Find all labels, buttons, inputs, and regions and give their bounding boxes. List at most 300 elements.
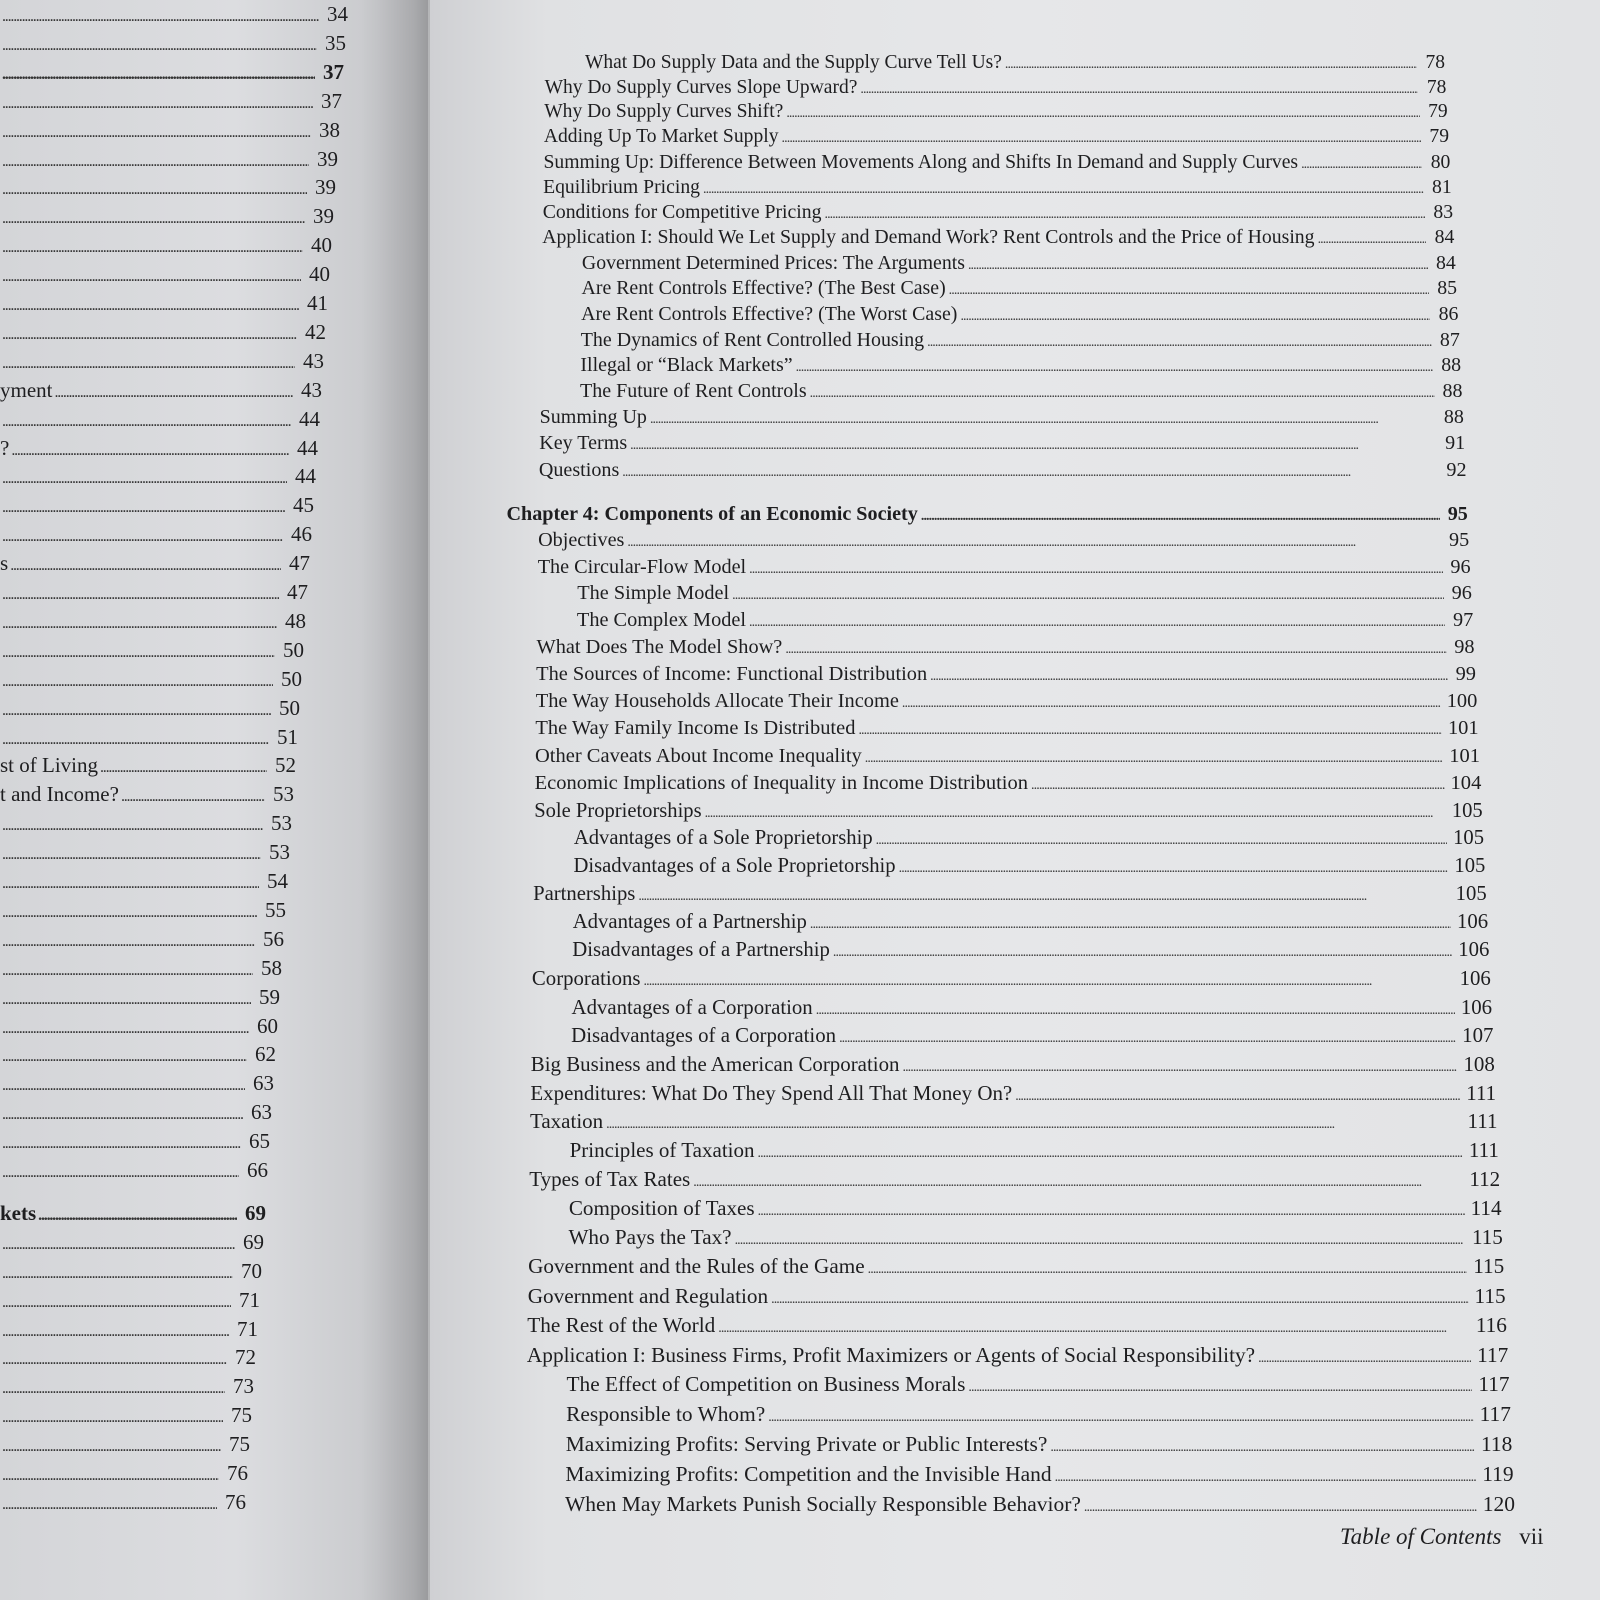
toc-entry-title: Adding Up To Market Supply (543, 126, 779, 148)
leader-dots (2, 667, 273, 692)
left-toc-entry-page: 40 (311, 233, 332, 258)
leader-dots (1031, 772, 1445, 795)
leader-dots (705, 800, 1446, 823)
leader-dots (718, 1313, 1470, 1338)
toc-entry-title: Illegal or “Black Markets” (580, 354, 793, 377)
left-toc-entry (0, 927, 284, 952)
leader-dots (2, 580, 279, 605)
left-toc-entry-page: 44 (297, 435, 318, 460)
toc-entry-page: 115 (1474, 1283, 1506, 1308)
leader-dots (2, 118, 311, 143)
toc-entry (533, 883, 1487, 906)
toc-entry-title: Application I: Business Firms, Profit Maximizers or Agents of Social Responsibility? (526, 1342, 1256, 1367)
toc-entry-title: Application I: Should We Let Supply and Demand Work? Rent Controls and the Price of Housing (542, 226, 1315, 249)
leader-dots (703, 176, 1424, 199)
left-toc-entry (0, 2, 348, 27)
toc-entry (577, 582, 1472, 605)
left-toc-entry (0, 60, 344, 85)
toc-entry-page: 105 (1455, 882, 1487, 905)
toc-entry-page: 98 (1454, 636, 1475, 659)
leader-dots (782, 126, 1422, 148)
left-toc-entry-title: yment (0, 377, 53, 402)
left-toc-entry (0, 580, 308, 605)
leader-dots (606, 1109, 1461, 1134)
toc-entry-title: Disadvantages of a Corporation (571, 1023, 837, 1048)
toc-entry (530, 1109, 1498, 1134)
leader-dots (2, 840, 261, 865)
toc-entry-title: Advantages of a Partnership (572, 910, 807, 933)
leader-dots (2, 956, 253, 981)
toc-entry-title: Advantages of a Sole Proprietorship (573, 827, 873, 850)
toc-entry-page: 112 (1469, 1166, 1501, 1191)
leader-dots (833, 939, 1452, 962)
leader-dots (1318, 226, 1427, 249)
left-toc-entry-page: 45 (293, 493, 314, 518)
leader-dots (2, 147, 309, 172)
left-toc-entry (0, 1129, 270, 1154)
left-toc-entry-page: 73 (233, 1374, 254, 1399)
leader-dots (735, 1225, 1466, 1250)
toc-entry (582, 277, 1458, 300)
leader-dots (2, 464, 287, 489)
toc-entry-page: 120 (1482, 1492, 1515, 1516)
toc-entry-title: Taxation (530, 1109, 604, 1134)
left-toc-entry-page: 47 (287, 580, 308, 604)
toc-entry (570, 1138, 1499, 1163)
toc-entry-title: Government and the Rules of the Game (528, 1254, 865, 1279)
left-toc-entry (0, 1432, 250, 1457)
leader-dots (816, 995, 1455, 1020)
toc-entry (566, 1432, 1513, 1457)
left-toc-entry-page: 50 (281, 666, 302, 691)
left-toc-entry-page: 56 (263, 926, 284, 951)
leader-dots (2, 1158, 239, 1183)
left-toc-entry (0, 89, 342, 114)
leader-dots (824, 201, 1425, 224)
left-toc-entry (0, 840, 290, 865)
toc-entry-title: Summing Up (539, 406, 647, 429)
left-toc-entry-page: 71 (237, 1316, 258, 1341)
toc-entry (528, 1254, 1504, 1279)
left-toc-entry-page: 34 (327, 2, 348, 26)
left-toc-entry-page: 63 (251, 1100, 272, 1125)
left-toc-entry (0, 696, 300, 721)
toc-entry-page: 79 (1428, 101, 1448, 123)
left-toc-entry (0, 1461, 248, 1486)
left-toc-entry (0, 1071, 274, 1096)
left-toc-entry-page: 37 (321, 88, 342, 113)
leader-dots (10, 551, 281, 576)
toc-entry-page: 83 (1433, 201, 1454, 224)
left-toc-entry-page: 69 (243, 1229, 264, 1254)
toc-entry-page: 119 (1482, 1461, 1514, 1486)
left-toc-entry-page: 47 (289, 551, 310, 576)
left-toc-entry (0, 985, 280, 1010)
toc-entry-title: Disadvantages of a Sole Proprietorship (573, 854, 896, 877)
leader-dots (749, 609, 1445, 632)
left-toc-entry-page: 46 (291, 522, 312, 547)
toc-entry (565, 1462, 1513, 1487)
toc-entry-page: 118 (1480, 1431, 1513, 1456)
toc-entry-page: 117 (1478, 1372, 1510, 1397)
toc-entry-page: 96 (1451, 582, 1472, 605)
left-toc-entry (0, 1100, 272, 1125)
leader-dots (768, 1402, 1473, 1427)
left-toc-entry (0, 291, 328, 316)
toc-entry (577, 609, 1473, 632)
leader-dots (2, 1071, 245, 1096)
leader-dots (2, 1490, 217, 1515)
leader-dots (758, 1138, 1463, 1163)
toc-entry (573, 911, 1488, 934)
toc-entry-title: Are Rent Controls Effective? (The Best Case) (581, 277, 946, 300)
toc-entry (565, 1492, 1515, 1517)
leader-dots (960, 303, 1430, 326)
left-toc-entry (0, 1158, 268, 1183)
toc-entry-page: 87 (1439, 328, 1460, 351)
toc-entry-page: 84 (1435, 251, 1456, 274)
toc-entry-page: 92 (1446, 458, 1467, 481)
toc-entry-page: 104 (1450, 772, 1482, 794)
left-toc-entry-page: 39 (317, 146, 338, 171)
left-toc-entry (0, 609, 306, 634)
toc-entry-page: 114 (1470, 1195, 1502, 1220)
toc-entry-title: The Way Family Income Is Distributed (535, 717, 856, 740)
left-toc-entry-page: 71 (239, 1287, 260, 1312)
leader-dots (121, 782, 265, 807)
toc-entry-title: Conditions for Competitive Pricing (542, 201, 822, 224)
toc-entry-title: Big Business and the American Corporation (530, 1051, 900, 1076)
left-toc-entry-page: 38 (319, 117, 340, 142)
left-toc-entry (0, 753, 296, 778)
leader-dots (644, 967, 1454, 991)
left-toc-entry (0, 869, 288, 894)
toc-entry (544, 101, 1447, 123)
toc-entry-title: Equilibrium Pricing (543, 176, 701, 199)
toc-entry-page: 105 (1454, 854, 1486, 877)
toc-entry-title: Government Determined Prices: The Arguments (581, 251, 965, 274)
leader-dots (1258, 1343, 1471, 1368)
leader-dots (2, 725, 269, 750)
leader-dots (2, 1345, 227, 1370)
toc-entry-title: The Circular-Flow Model (537, 555, 747, 578)
left-toc-entry-page: 40 (309, 262, 330, 287)
toc-entry (530, 1081, 1496, 1106)
leader-dots (868, 1254, 1468, 1279)
leader-dots (968, 252, 1428, 275)
toc-entry-page: 111 (1466, 1080, 1497, 1105)
toc-entry (572, 939, 1489, 962)
leader-dots (627, 529, 1441, 552)
left-toc-entry (0, 667, 302, 692)
left-toc-entry-page: 75 (229, 1432, 250, 1457)
leader-dots (622, 459, 1438, 482)
left-toc-entry (0, 1201, 266, 1226)
leader-dots (11, 436, 289, 461)
toc-entry-title: Government and Regulation (527, 1283, 769, 1308)
left-toc-entry (0, 1345, 256, 1370)
toc-entry (573, 855, 1485, 878)
leader-dots (1005, 52, 1417, 74)
leader-dots (2, 1259, 233, 1284)
leader-dots (38, 1201, 237, 1226)
toc-entry-title: The Complex Model (576, 609, 747, 632)
leader-dots (2, 811, 263, 836)
toc-entry-title: Economic Implications of Inequality in Income Distribution (534, 772, 1029, 794)
toc-entry (532, 967, 1491, 991)
leader-dots (2, 609, 277, 634)
left-toc-entry-page: 58 (261, 955, 282, 980)
toc-entry (568, 1225, 1502, 1250)
toc-entry-page: 101 (1447, 717, 1479, 740)
toc-entry-title: Other Caveats About Income Inequality (535, 744, 862, 767)
toc-entry (581, 329, 1460, 352)
toc-entry-page: 111 (1467, 1109, 1498, 1134)
toc-entry-page: 88 (1442, 380, 1463, 403)
left-toc-entry (0, 320, 326, 345)
leader-dots (968, 1372, 1472, 1397)
toc-entry-title: Who Pays the Tax? (568, 1225, 732, 1250)
leader-dots (100, 753, 267, 778)
left-toc-entry-page: 50 (279, 695, 300, 720)
right-page (430, 0, 1600, 1600)
leader-dots (865, 745, 1443, 768)
left-toc-entry-page: 69 (245, 1200, 266, 1225)
toc-entry-page: 106 (1460, 995, 1493, 1020)
toc-entry-page: 105 (1451, 799, 1483, 822)
toc-entry (529, 1167, 1500, 1192)
toc-entry (580, 380, 1463, 403)
toc-entry-title: Why Do Supply Curves Slope Upward? (544, 76, 858, 98)
toc-entry-title: Corporations (531, 966, 641, 990)
toc-entry (543, 201, 1453, 224)
toc-entry-title: Are Rent Controls Effective? (The Worst Case) (581, 302, 958, 325)
toc-entry (539, 459, 1467, 482)
leader-dots (2, 493, 285, 518)
toc-entry (572, 995, 1493, 1020)
leader-dots (2, 696, 271, 721)
leader-dots (650, 406, 1436, 429)
left-toc-entry (0, 175, 336, 200)
toc-entry-page: 107 (1462, 1023, 1494, 1048)
leader-dots (2, 1042, 247, 1067)
left-toc-entry (0, 464, 316, 489)
leader-dots (2, 985, 251, 1010)
left-toc-entry-page: 41 (307, 291, 328, 315)
left-toc-entry-page: 43 (301, 377, 322, 402)
toc-entry-page: 88 (1441, 354, 1462, 377)
toc-entry-title: Maximizing Profits: Competition and the Invisible Hand (565, 1461, 1052, 1486)
toc-entry-page: 85 (1437, 277, 1458, 300)
left-toc-entry-page: 59 (259, 984, 280, 1009)
toc-entry-title: The Sources of Income: Functional Distribution (536, 663, 928, 686)
toc-entry-page: 106 (1459, 966, 1491, 990)
left-toc-entry-page: 51 (277, 724, 298, 749)
left-toc-entry-page: 35 (325, 30, 346, 55)
toc-entry-page: 117 (1479, 1402, 1511, 1427)
leader-dots (786, 101, 1419, 123)
leader-dots (2, 638, 275, 663)
leader-dots (2, 291, 299, 316)
toc-entry-page: 111 (1468, 1138, 1499, 1162)
leader-dots (839, 1023, 1456, 1048)
toc-entry-title: Key Terms (539, 432, 628, 455)
leader-dots (2, 1374, 225, 1399)
leader-dots (1015, 1081, 1460, 1106)
toc-entry-title: Sole Proprietorships (534, 799, 702, 822)
toc-entry-page: 78 (1425, 52, 1445, 73)
left-toc-entry-page: 70 (241, 1258, 262, 1283)
toc-entry (571, 1023, 1493, 1048)
left-toc-entry-page: 65 (249, 1129, 270, 1154)
toc-entry (580, 354, 1461, 377)
leader-dots (1050, 1432, 1475, 1457)
toc-entry-title: The Effect of Competition on Business Morals (566, 1372, 966, 1397)
leader-dots (2, 204, 305, 229)
toc-entry (534, 800, 1482, 823)
toc-entry (582, 252, 1456, 275)
left-toc-entry-title: ? (0, 435, 10, 460)
left-toc-entry (0, 638, 304, 663)
left-toc-entry-page: 42 (305, 319, 326, 344)
leader-dots (2, 927, 255, 952)
toc-entry-page: 80 (1430, 151, 1451, 174)
leader-dots (902, 690, 1441, 713)
left-toc-entry (0, 1403, 252, 1428)
left-toc-entry (0, 233, 332, 258)
toc-entry-page: 86 (1438, 302, 1459, 325)
leader-dots (902, 1052, 1457, 1077)
left-toc-entry-page: 52 (275, 753, 296, 778)
leader-dots (858, 717, 1442, 740)
toc-entry-title: The Dynamics of Rent Controlled Housing (580, 328, 925, 351)
toc-entry-page: 97 (1452, 609, 1474, 632)
left-toc-entry-page: 76 (227, 1461, 248, 1485)
left-toc-entry-page: 48 (285, 608, 306, 633)
leader-dots (2, 1288, 231, 1313)
leader-dots (771, 1284, 1468, 1309)
toc-entry (569, 1196, 1502, 1221)
toc-entry-page: 78 (1426, 76, 1447, 98)
left-toc-entry-page: 72 (235, 1345, 256, 1370)
toc-entry (542, 226, 1454, 249)
toc-entry (567, 1372, 1510, 1397)
toc-entry-page: 106 (1458, 938, 1490, 961)
toc-entry (528, 1284, 1506, 1309)
left-toc-entry-page: 55 (265, 897, 286, 922)
toc-entry (531, 1052, 1495, 1077)
left-toc-entry (0, 1374, 254, 1399)
toc-entry-title: Responsible to Whom? (566, 1402, 766, 1427)
leader-dots (796, 354, 1434, 377)
leader-dots (693, 1167, 1463, 1192)
leader-dots (2, 31, 317, 56)
left-toc-entry (0, 407, 320, 432)
toc-entry (585, 52, 1445, 74)
left-toc-entry-page: 75 (231, 1403, 252, 1428)
leader-dots (2, 1100, 243, 1125)
leader-dots (2, 1403, 223, 1428)
page-footer (1340, 1524, 1543, 1550)
left-toc-entry (0, 1014, 278, 1039)
footer-page-number: vii (1519, 1524, 1544, 1549)
toc-entry (539, 432, 1465, 455)
leader-dots (810, 911, 1451, 934)
left-toc-entry (0, 1288, 260, 1313)
left-toc-entry-page: 66 (247, 1158, 268, 1182)
toc-entry-title: Disadvantages of a Partnership (572, 938, 830, 961)
toc-entry-page: 79 (1429, 126, 1450, 148)
left-toc-entry (0, 782, 294, 807)
leader-dots (630, 432, 1437, 455)
toc-entry-title: The Simple Model (577, 582, 730, 605)
toc-entry-title: The Rest of the World (527, 1313, 716, 1338)
leader-dots (2, 1129, 241, 1154)
leader-dots (2, 2, 319, 27)
leader-dots (921, 503, 1440, 526)
left-toc-entry-page: 54 (267, 869, 288, 893)
leader-dots (2, 898, 257, 923)
leader-dots (899, 855, 1449, 878)
toc-entry-page: 95 (1449, 529, 1470, 552)
leader-dots (876, 827, 1447, 850)
leader-dots (810, 380, 1435, 403)
left-toc-entry-page: 44 (295, 464, 316, 489)
left-toc-entry (0, 436, 318, 461)
toc-entry (543, 151, 1450, 174)
left-toc-entry-page: 50 (283, 637, 304, 662)
leader-dots (2, 320, 297, 345)
left-toc-entry-page: 39 (313, 204, 334, 229)
leader-dots (927, 329, 1432, 352)
toc-entry-page: 117 (1477, 1342, 1509, 1367)
toc-entry-page: 101 (1449, 744, 1480, 767)
toc-entry (535, 717, 1478, 740)
toc-entry (540, 406, 1464, 429)
toc-entry-page: 95 (1447, 502, 1468, 525)
toc-entry (535, 745, 1480, 768)
left-toc-entry (0, 551, 310, 576)
left-toc-entry (0, 147, 338, 172)
left-toc-entry-page: 60 (257, 1013, 278, 1038)
leader-dots (749, 556, 1442, 579)
toc-entry-title: Chapter 4: Components of an Economic Society (506, 502, 918, 525)
leader-dots (1055, 1462, 1477, 1487)
left-toc-entry (0, 1317, 258, 1342)
left-toc-entry (0, 378, 322, 403)
toc-entry (535, 772, 1482, 795)
leader-dots (2, 349, 295, 374)
toc-entry (581, 303, 1458, 326)
left-toc-entry-page: 62 (255, 1042, 276, 1067)
left-toc-entry-page: 44 (299, 406, 320, 431)
left-toc-entry (0, 493, 314, 518)
toc-entry-title: Principles of Taxation (569, 1138, 755, 1162)
toc-entry-title: Objectives (538, 529, 625, 552)
toc-entry (538, 529, 1469, 552)
left-toc-entry-title: st of Living (0, 753, 98, 778)
toc-entry (538, 556, 1471, 579)
leader-dots (758, 1196, 1465, 1221)
toc-entry-title: The Way Households Allocate Their Income (535, 690, 899, 713)
toc-entry-title: Maximizing Profits: Serving Private or Public Interests? (565, 1431, 1048, 1456)
toc-entry-title: The Future of Rent Controls (580, 380, 807, 403)
toc-entry (566, 1402, 1511, 1427)
left-toc-entry-page: 53 (271, 811, 292, 836)
left-toc-entry (0, 118, 340, 143)
toc-entry (545, 77, 1447, 99)
left-toc-entry-page: 43 (303, 348, 324, 373)
